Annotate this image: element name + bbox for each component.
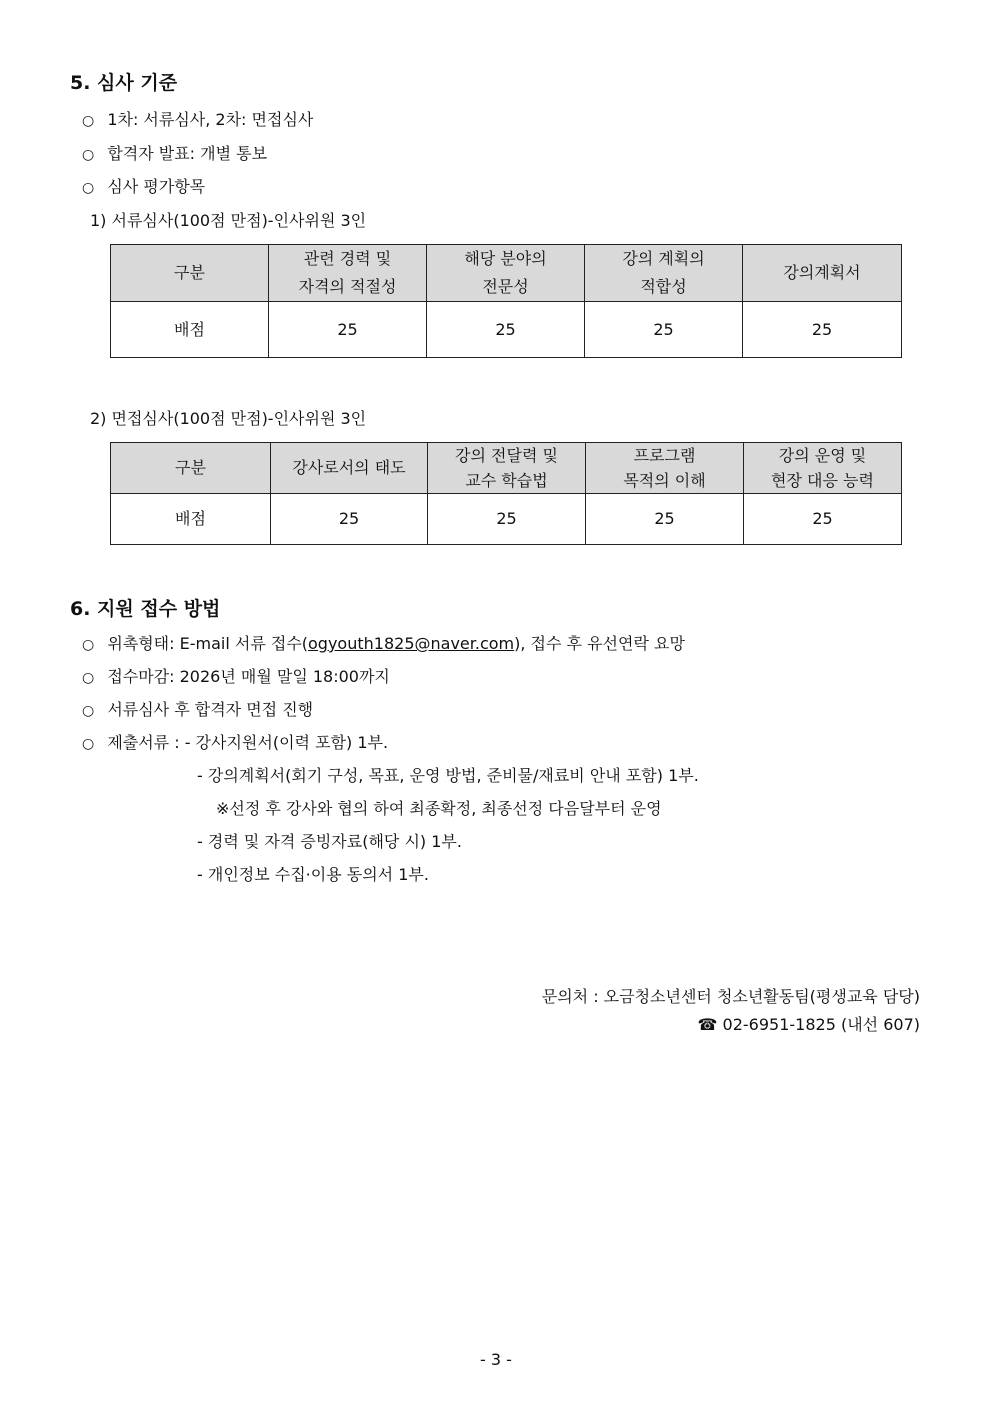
table-cell: 25 xyxy=(428,494,586,545)
table-header-cell: 해당 분야의 전문성 xyxy=(427,245,585,302)
table-header-cell: 구분 xyxy=(111,245,269,302)
table-header-cell: 관련 경력 및 자격의 적절성 xyxy=(269,245,427,302)
table-header-cell: 프로그램 목적의 이해 xyxy=(586,443,744,494)
list-item xyxy=(82,631,685,654)
contact-phone: 02-6951-1825 (내선 607) xyxy=(722,1015,920,1034)
list-item xyxy=(82,730,388,753)
submission-note: ※선정 후 강사와 협의 하여 최종확정, 최종선정 다음달부터 운영 xyxy=(216,799,662,818)
page-number: - 3 - xyxy=(480,1350,512,1369)
table-cell: 25 xyxy=(269,302,427,358)
section-6-title: 6. 지원 접수 방법 xyxy=(70,598,221,620)
bullet-icon: ○ xyxy=(82,670,95,686)
table-cell: 25 xyxy=(427,302,585,358)
contact-phone-line xyxy=(698,1012,920,1035)
list-item xyxy=(82,141,267,164)
interview-table xyxy=(110,442,902,545)
bullet-icon: ○ xyxy=(82,637,95,653)
list-item-text: 합격자 발표: 개별 통보 xyxy=(107,144,268,163)
list-item-text: 접수마감: 2026년 매월 말일 18:00까지 xyxy=(107,667,390,686)
list-item-text: 1차: 서류심사, 2차: 면접심사 xyxy=(107,110,314,129)
table-cell: 25 xyxy=(271,494,428,545)
table-header-cell: 구분 xyxy=(111,443,271,494)
list-item-text: 서류심사 후 합격자 면접 진행 xyxy=(107,700,314,719)
list-item xyxy=(82,174,205,197)
list-item-text: ), 접수 후 유선연락 요망 xyxy=(514,634,685,653)
table-cell: 배점 xyxy=(111,302,269,358)
table-header-cell: 강의 전달력 및 교수 학습법 xyxy=(428,443,586,494)
table-row xyxy=(111,302,902,358)
table-cell: 배점 xyxy=(111,494,271,545)
table-header-cell: 강의계획서 xyxy=(743,245,902,302)
bullet-icon: ○ xyxy=(82,147,95,163)
section-5-title: 5. 심사 기준 xyxy=(70,72,178,94)
list-item-text: 제출서류 : - 강사지원서(이력 포함) 1부. xyxy=(107,733,389,752)
phone-icon: ☎ xyxy=(697,1015,718,1034)
submission-sub-item: - 경력 및 자격 증빙자료(해당 시) 1부. xyxy=(197,832,462,851)
list-item xyxy=(82,107,313,130)
table-cell: 25 xyxy=(585,302,743,358)
bullet-icon: ○ xyxy=(82,736,95,752)
doc-review-caption: 1) 서류심사(100점 만점)-인사위원 3인 xyxy=(90,211,367,230)
doc-review-table xyxy=(110,244,902,358)
bullet-icon: ○ xyxy=(82,703,95,719)
list-item-text: 위촉형태: E-mail 서류 접수( xyxy=(107,634,309,653)
table-cell: 25 xyxy=(586,494,744,545)
submission-sub-item: - 개인정보 수집·이용 동의서 1부. xyxy=(197,865,429,884)
table-cell: 25 xyxy=(744,494,902,545)
submission-sub-item: - 강의계획서(회기 구성, 목표, 운영 방법, 준비물/재료비 안내 포함) 1부. xyxy=(197,766,699,785)
list-item xyxy=(82,664,390,687)
table-row xyxy=(111,494,902,545)
table-cell: 25 xyxy=(743,302,902,358)
table-header-cell: 강의 운영 및 현장 대응 능력 xyxy=(744,443,902,494)
contact-line: 문의처 : 오금청소년센터 청소년활동팀(평생교육 담당) xyxy=(541,987,920,1006)
table-header-cell: 강사로서의 태도 xyxy=(271,443,428,494)
list-item xyxy=(82,697,313,720)
bullet-icon: ○ xyxy=(82,113,95,129)
table-header-cell: 강의 계획의 적합성 xyxy=(585,245,743,302)
list-item-text: 심사 평가항목 xyxy=(107,177,206,196)
bullet-icon: ○ xyxy=(82,180,95,196)
email-link[interactable]: ogyouth1825@naver.com xyxy=(308,634,515,653)
interview-caption: 2) 면접심사(100점 만점)-인사위원 3인 xyxy=(90,409,367,428)
